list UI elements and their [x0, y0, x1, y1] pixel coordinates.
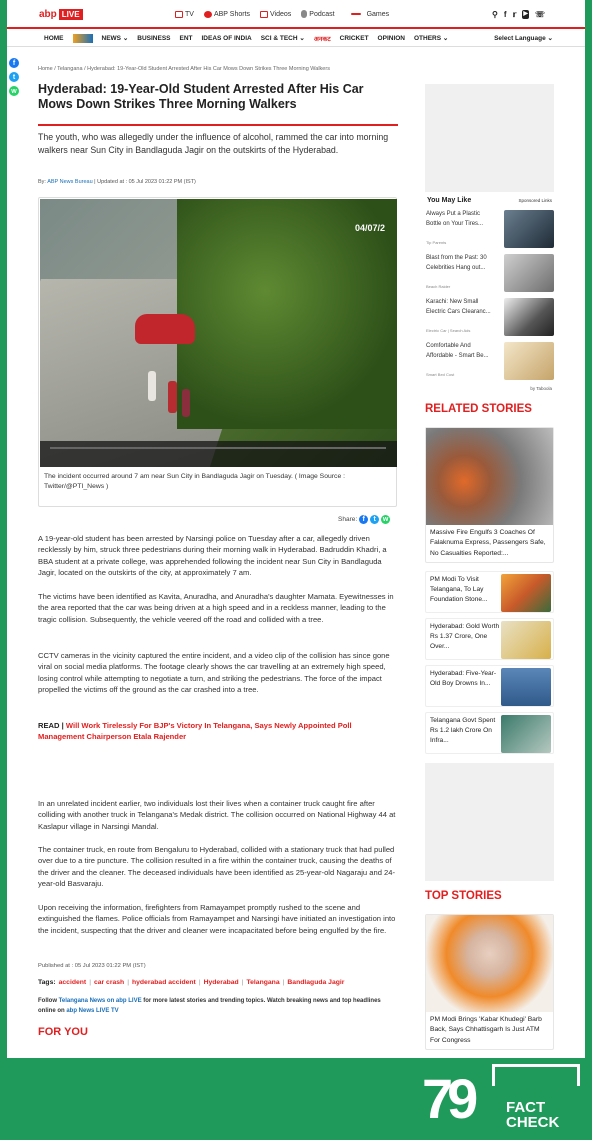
sponsored-card[interactable] — [425, 254, 554, 294]
chevron-down-icon: ⌄ — [442, 35, 449, 42]
chevron-down-icon: ⌄ — [122, 35, 129, 42]
sponsored-source: Tip Parents — [426, 240, 447, 245]
article-title: Hyderabad: 19-Year-Old Student Arrested After His Car Mows Down Strikes Three Morning Walkers — [38, 82, 364, 111]
twitter-icon[interactable]: 𝕣 — [512, 10, 517, 19]
ad-slot-middle — [425, 763, 554, 881]
facebook-icon[interactable]: f — [359, 515, 368, 524]
read-also-link[interactable]: Will Work Tirelessly For BJP's Victory In Telangana, Says Newly Appointed Poll Management Chairperson Etala Rajender — [38, 721, 352, 742]
image-timestamp: 04/07/2 — [354, 223, 385, 233]
youtube-icon[interactable]: ▶ — [523, 11, 528, 17]
logo-word-check: CHECK — [506, 1114, 560, 1131]
author-link[interactable]: ABP News Bureau — [47, 179, 93, 185]
sponsored-title: Karachi: New Small Electric Cars Clearanc... — [426, 299, 491, 315]
abp-live-logo[interactable] — [39, 9, 83, 20]
nav-sci-tech-label: SCI & TECH — [260, 35, 298, 42]
top-stories-heading: TOP STORIES — [425, 890, 502, 902]
logo-number: 79 — [422, 1067, 473, 1130]
you-may-like-title: You May Like — [427, 197, 472, 204]
you-may-like-widget — [425, 197, 554, 391]
related-story-thumbnail — [501, 668, 551, 706]
top-link-tv[interactable] — [175, 11, 194, 18]
related-story-title: Massive Fire Engulfs 3 Coaches Of Falaknuma Express, Passengers Safe, No Casualties Reported:... — [430, 529, 546, 557]
top-story-title: PM Modi Brings 'Kabar Khudegi' Barb Back, Says Chhattisgarh Is Just ATM For Congress — [430, 1016, 542, 1044]
whatsapp-share-icon[interactable]: w — [9, 86, 19, 96]
nav-news[interactable] — [102, 34, 129, 42]
related-story-thumbnail — [501, 621, 551, 659]
twitter-icon[interactable]: t — [370, 515, 379, 524]
related-story-thumbnail — [501, 574, 551, 612]
nav-ent[interactable]: ENT — [179, 34, 193, 42]
sponsored-source: Smart Bed Cost — [426, 372, 455, 377]
sponsored-title: Blast from the Past: 30 Celebrities Hang out... — [426, 255, 487, 271]
follow-note — [38, 996, 398, 1016]
sponsored-thumbnail — [504, 342, 554, 380]
related-story-main[interactable] — [425, 427, 554, 563]
search-icon[interactable]: ⚲ — [491, 10, 498, 19]
related-story-item[interactable] — [425, 665, 554, 707]
follow-text: Follow — [38, 998, 57, 1004]
video-controls — [40, 441, 397, 467]
article-image-box — [38, 197, 397, 507]
tag-link[interactable]: accident — [58, 979, 87, 986]
top-link-videos-label: Videos — [270, 10, 292, 18]
facebook-icon[interactable]: f — [503, 10, 507, 19]
sponsored-thumbnail — [504, 210, 554, 248]
sponsored-title: Always Put a Plastic Bottle on Your Tires... — [426, 211, 484, 227]
chevron-down-icon: ⌄ — [299, 35, 305, 42]
shorts-icon — [204, 11, 212, 18]
logo-live-text: LIVE — [59, 9, 83, 20]
byline-prefix: By: — [38, 179, 46, 185]
logo-word-fact: FACT — [506, 1099, 546, 1116]
main-nav — [7, 30, 585, 47]
language-select-label: Select Language — [494, 35, 546, 42]
byline — [38, 179, 196, 185]
breadcrumb[interactable]: Home / Telangana / Hyderabad: 19-Year-Old Student Arrested After His Car Mows Down Strikes Three Morning Walkers — [38, 66, 330, 72]
top-bar — [7, 0, 585, 29]
related-story-item[interactable] — [425, 712, 554, 754]
nav-news-label: NEWS — [101, 35, 121, 42]
for-you-heading: FOR YOU — [38, 1026, 88, 1038]
india-at-2047-logo[interactable] — [73, 34, 93, 43]
top-links — [175, 10, 389, 18]
play-icon — [260, 11, 268, 18]
image-caption: The incident occurred around 7 am near Sun City in Bandlaguda Jagir on Tuesday. ( Image Source : Twitter/@PTI_News ) — [44, 473, 345, 490]
sponsored-thumbnail — [504, 298, 554, 336]
top-link-games-label: Games — [366, 10, 390, 18]
taboola-label[interactable]: by Taboola — [530, 386, 552, 391]
top-link-tv-label: TV — [185, 10, 194, 18]
nav-others[interactable] — [414, 34, 448, 42]
nav-opinion[interactable]: OPINION — [377, 34, 405, 42]
published-time: Published at : 05 Jul 2023 01:22 PM (IST) — [38, 963, 146, 969]
paragraph-5: The container truck, en route from Bengaluru to Hyderabad, collided with a stationary truck that had pulled over due to a tire puncture. The collision resulted in a fire within the container truck, causing the deaths of the driver and the cleaner. The deceased individuals have been identified as 25-year-old Nagaraju and 24-year-old Basvaraju. — [38, 845, 396, 888]
read-also — [38, 720, 398, 743]
sponsored-source: Electric Car | Search Ads — [426, 328, 471, 333]
language-select[interactable] — [494, 34, 553, 42]
nav-others-label: OTHERS — [414, 35, 442, 42]
tag-link[interactable]: hyderabad accident — [131, 979, 196, 986]
sponsored-links-label[interactable]: Sponsored Links — [518, 198, 552, 203]
paragraph-6: Upon receiving the information, firefighters from Ramayampet promptly rushed to the scene and extinguished the flames. Police officials from Ramayampet and Narsingi have initiated an investigation into the incident, suspecting that the driver and cleaner were incapacitated before being engulfed by the fire. — [38, 903, 396, 935]
paragraph-2: The victims have been identified as Kavita, Anuradha, and Anuradha's daughter Mamata. Eyewitnesses in the area reported that the car was being driven at a high speed and in a reckless manner, leading to the tragic collision. Subsequently, the vehicle veered off the road and collided with a tree. — [38, 592, 394, 624]
read-label: READ | — [38, 721, 64, 730]
car-shape — [135, 314, 195, 344]
paragraph-3: CCTV cameras in the vicinity captured the entire incident, and a video clip of the collision has since gone viral on social media platforms. The footage clearly shows the car travelling at an extremely high speed, losing control while attempting to negotiate a turn, and striking the pedestrians. The force of the impact propelled the victims off the ground as the car crashed into a tree. — [38, 651, 390, 694]
sponsored-card[interactable] — [425, 298, 554, 338]
sponsored-card[interactable] — [425, 342, 554, 382]
related-story-title: PM Modi To Visit Telangana, To Lay Foundation Stone... — [430, 576, 488, 603]
logo-abp-text: abp — [39, 9, 57, 20]
article-summary: The youth, who was allegedly under the influence of alcohol, rammed the car into morning walkers near Sun City in Bandlaguda Jagir on the outskirts of the Hyderabad. — [38, 132, 389, 155]
related-story-title: Hyderabad: Five-Year-Old Boy Drowns In... — [430, 670, 497, 687]
follow-telangana-link[interactable]: Telangana News on abp LIVE — [58, 998, 142, 1004]
you-may-like-header — [425, 197, 554, 204]
related-story-title: Telangana Govt Spent Rs 1.2 lakh Crore On Infra... — [430, 717, 496, 744]
notification-icon[interactable]: ☏ — [534, 10, 545, 19]
top-link-podcast[interactable] — [301, 10, 334, 18]
top-link-podcast-label: Podcast — [309, 10, 335, 18]
nav-home[interactable]: HOME — [44, 34, 64, 42]
chevron-down-icon: ⌄ — [547, 35, 553, 42]
title-divider — [38, 124, 398, 126]
nav-sci-tech[interactable] — [261, 34, 305, 42]
ad-slot-top — [425, 84, 554, 192]
live-tv-link[interactable]: abp News LIVE TV — [66, 1008, 119, 1014]
sponsored-title: Comfortable And Affordable - Smart Be... — [426, 343, 489, 359]
related-story-item[interactable] — [425, 618, 554, 660]
share-label: Share: — [338, 516, 358, 523]
castle-outline-icon — [492, 1064, 580, 1086]
paragraph-1: A 19-year-old student has been arrested by Narsingi police on Tuesday after a car, allegedly driven recklessly by him, struck three pedestrians during their morning walk in Hyderabad. Badruddin Khadri, a BBA student at a private college, was apprehended following the incident near Sun City in Bandlaguda Jagir, located on the outskirts of the city, at approximately 7 am. — [38, 534, 387, 577]
sponsored-thumbnail — [504, 254, 554, 292]
follow-text: for more latest stories and trending topics. Watch breaking news and top headlines online on — [38, 998, 381, 1014]
tag-link[interactable]: Bandlaguda Jagir — [287, 979, 345, 986]
top-social-icons — [492, 10, 545, 19]
top-link-shorts-label: ABP Shorts — [213, 10, 251, 18]
top-link-shorts[interactable] — [204, 11, 250, 18]
tags-label: Tags: — [38, 979, 56, 986]
paragraph-4: In an unrelated incident earlier, two individuals lost their lives when a container truck caught fire after colliding with another truck in Telangana's Medak district. The collision occurred on National Highway 44 at Kaslapur village in Narsingi Mandal. — [38, 799, 396, 831]
games-icon — [351, 13, 361, 15]
related-story-item[interactable] — [425, 571, 554, 613]
tv-icon — [175, 11, 183, 18]
tag-link[interactable]: Telangana — [246, 979, 280, 986]
top-link-games[interactable] — [351, 11, 390, 18]
fact-check-footer — [0, 1058, 592, 1140]
whatsapp-icon[interactable]: w — [382, 516, 389, 523]
updated-time: | Updated at : 05 Jul 2023 01:22 PM (IST) — [94, 179, 196, 185]
floating-share-bar — [7, 58, 21, 96]
nav-uncut[interactable]: अनकट — [313, 35, 331, 43]
tags-row: Tags: accident | car crash | hyderabad accident | Hyderabad | Telangana | Bandlaguda Jagir — [38, 979, 345, 986]
tag-link[interactable]: Hyderabad — [203, 979, 239, 986]
nav-business[interactable]: BUSINESS — [137, 34, 171, 42]
facebook-share-icon[interactable]: f — [9, 58, 19, 68]
top-story-image — [426, 915, 553, 1012]
79-fact-check-logo — [422, 1064, 582, 1136]
twitter-share-icon[interactable]: t — [9, 72, 19, 82]
nav-cricket[interactable]: CRICKET — [339, 34, 369, 42]
sponsored-card[interactable] — [425, 210, 554, 250]
article-page — [7, 0, 585, 1058]
related-story-title: Hyderabad: Gold Worth Rs 1.37 Crore, One Over... — [430, 623, 500, 650]
top-story-main[interactable] — [425, 914, 554, 1050]
top-link-videos[interactable] — [260, 11, 291, 18]
cctv-still-image — [40, 199, 397, 467]
related-story-image — [426, 428, 553, 525]
share-row — [338, 515, 390, 524]
tag-link[interactable]: car crash — [93, 979, 125, 986]
related-story-thumbnail — [501, 715, 551, 753]
sponsored-source: Beach Raider — [426, 284, 451, 289]
nav-ideas-of-india[interactable]: IDEAS OF INDIA — [201, 34, 252, 42]
microphone-icon — [301, 10, 307, 18]
related-stories-heading: RELATED STORIES — [425, 403, 532, 415]
